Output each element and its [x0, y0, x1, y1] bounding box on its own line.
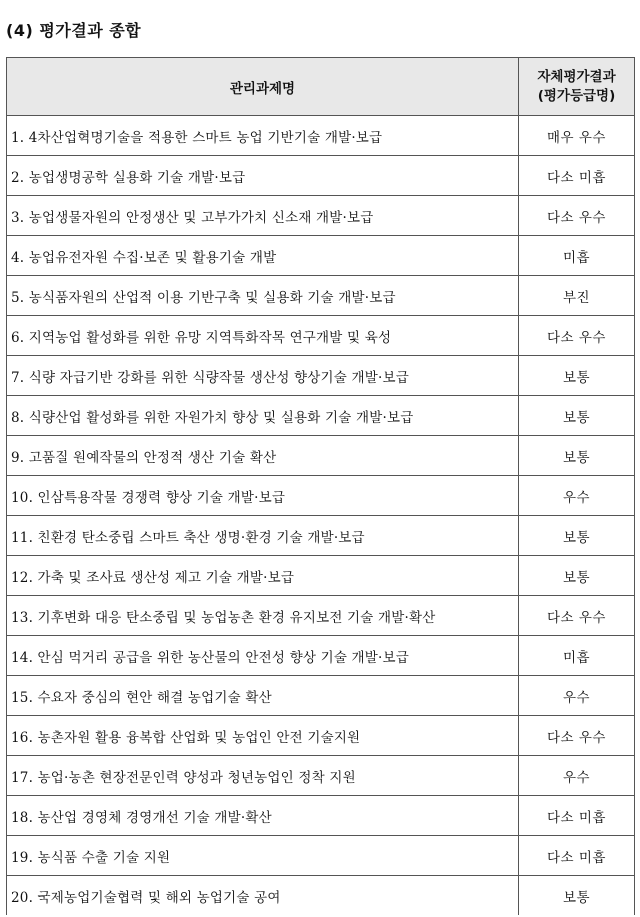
table-row — [7, 556, 635, 596]
table-row — [7, 356, 635, 396]
table-row — [7, 836, 635, 876]
grade-cell: 다소 우수 — [519, 196, 635, 236]
task-name-cell: 6. 지역농업 활성화를 위한 유망 지역특화작목 연구개발 및 육성 — [7, 316, 519, 356]
task-name-cell: 9. 고품질 원예작물의 안정적 생산 기술 확산 — [7, 436, 519, 476]
task-name-cell: 10. 인삼특용작물 경쟁력 향상 기술 개발·보급 — [7, 476, 519, 516]
table-row — [7, 476, 635, 516]
task-name-cell: 13. 기후변화 대응 탄소중립 및 농업농촌 환경 유지보전 기술 개발·확산 — [7, 596, 519, 636]
grade-cell: 보통 — [519, 436, 635, 476]
task-name-cell: 18. 농산업 경영체 경영개선 기술 개발·확산 — [7, 796, 519, 836]
grade-cell: 다소 우수 — [519, 596, 635, 636]
table-row — [7, 116, 635, 156]
table-row — [7, 276, 635, 316]
task-name-cell: 16. 농촌자원 활용 융복합 산업화 및 농업인 안전 기술지원 — [7, 716, 519, 756]
grade-cell: 우수 — [519, 476, 635, 516]
grade-cell: 보통 — [519, 396, 635, 436]
table-row — [7, 796, 635, 836]
grade-cell: 보통 — [519, 356, 635, 396]
task-name-cell: 7. 식량 자급기반 강화를 위한 식량작물 생산성 향상기술 개발·보급 — [7, 356, 519, 396]
header-grade-line2: (평가등급명) — [537, 87, 616, 104]
grade-cell: 보통 — [519, 556, 635, 596]
task-name-cell: 1. 4차산업혁명기술을 적용한 스마트 농업 기반기술 개발·보급 — [7, 116, 519, 156]
task-name-cell: 14. 안심 먹거리 공급을 위한 농산물의 안전성 향상 기술 개발·보급 — [7, 636, 519, 676]
table-row — [7, 596, 635, 636]
table-body — [7, 116, 635, 916]
table-row — [7, 396, 635, 436]
task-name-cell: 5. 농식품자원의 산업적 이용 기반구축 및 실용화 기술 개발·보급 — [7, 276, 519, 316]
table-row — [7, 636, 635, 676]
table-row — [7, 516, 635, 556]
table-header-row — [7, 58, 635, 116]
task-name-cell: 3. 농업생물자원의 안정생산 및 고부가가치 신소재 개발·보급 — [7, 196, 519, 236]
table-row — [7, 316, 635, 356]
grade-cell: 다소 미흡 — [519, 836, 635, 876]
task-name-cell: 2. 농업생명공학 실용화 기술 개발·보급 — [7, 156, 519, 196]
table-row — [7, 756, 635, 796]
grade-cell: 부진 — [519, 276, 635, 316]
grade-cell: 매우 우수 — [519, 116, 635, 156]
table-row — [7, 676, 635, 716]
header-grade-line1: 자체평가결과 — [537, 68, 616, 85]
grade-cell: 미흡 — [519, 236, 635, 276]
task-name-cell: 15. 수요자 중심의 현안 해결 농업기술 확산 — [7, 676, 519, 716]
grade-cell: 다소 미흡 — [519, 156, 635, 196]
section-heading: (4) 평가결과 종합 — [6, 21, 142, 40]
task-name-cell: 4. 농업유전자원 수집·보존 및 활용기술 개발 — [7, 236, 519, 276]
task-name-cell: 12. 가축 및 조사료 생산성 제고 기술 개발·보급 — [7, 556, 519, 596]
grade-cell: 다소 우수 — [519, 716, 635, 756]
grade-cell: 미흡 — [519, 636, 635, 676]
table-row — [7, 156, 635, 196]
table-row — [7, 876, 635, 916]
table-row — [7, 436, 635, 476]
table-row — [7, 716, 635, 756]
grade-cell: 보통 — [519, 516, 635, 556]
header-grade — [519, 58, 635, 116]
task-name-cell: 19. 농식품 수출 기술 지원 — [7, 836, 519, 876]
grade-cell: 다소 우수 — [519, 316, 635, 356]
task-name-cell: 20. 국제농업기술협력 및 해외 농업기술 공여 — [7, 876, 519, 916]
grade-cell: 다소 미흡 — [519, 796, 635, 836]
evaluation-result-table — [6, 57, 635, 915]
table-row — [7, 196, 635, 236]
task-name-cell: 17. 농업·농촌 현장전문인력 양성과 청년농업인 정착 지원 — [7, 756, 519, 796]
grade-cell: 우수 — [519, 756, 635, 796]
grade-cell: 보통 — [519, 876, 635, 916]
task-name-cell: 8. 식량산업 활성화를 위한 자원가치 향상 및 실용화 기술 개발·보급 — [7, 396, 519, 436]
task-name-cell: 11. 친환경 탄소중립 스마트 축산 생명·환경 기술 개발·보급 — [7, 516, 519, 556]
header-task-name: 관리과제명 — [7, 58, 519, 116]
table-row — [7, 236, 635, 276]
grade-cell: 우수 — [519, 676, 635, 716]
